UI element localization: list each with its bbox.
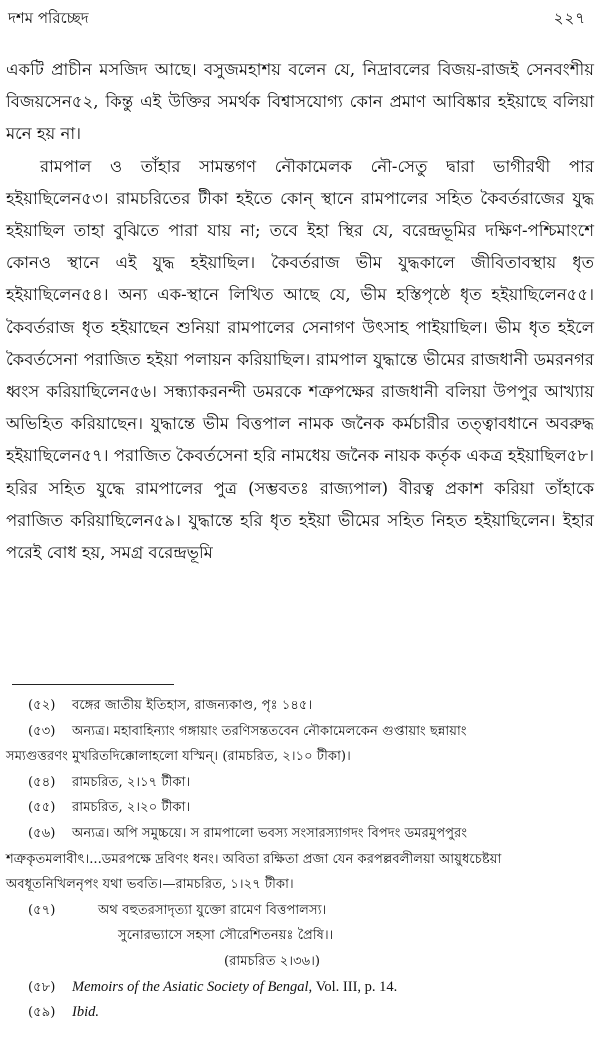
footnote-text: অন্যত্র। অপি সমুচ্চয়ে। স রামপালো ভবস্য সংসারস্যাগদং বিপদং ডমরমুপপুরং (72, 825, 468, 841)
footnote-59 (6, 1000, 592, 1026)
citation-title: Memoirs of the Asiatic Society of Bengal, (72, 978, 313, 995)
citation-volume: Vol. III, p. 14. (315, 978, 398, 995)
footnote-number: (৫৮) (28, 979, 56, 995)
running-header (8, 6, 586, 32)
verse-source: (রামচরিত ২।৩৬।) (224, 953, 321, 969)
footnote-citation (72, 975, 592, 1001)
main-text (6, 54, 594, 569)
footnote-number: (৫৯) (28, 1005, 56, 1021)
footnote-number: (৫৭) (28, 902, 56, 918)
page-number: ২২৭ (553, 8, 586, 27)
paragraph: রামপাল ও তাঁহার সামন্তগণ নৌকামেলক নৌ-সেতু দ্বারা ভাগীরথী পার হইয়াছিলেন৫৩। রামচরিতের টীকা হইতে কোন্ স্থানে রামপালের সহিত কৈবর্তরাজের যুদ্ধ হইয়াছিল তাহা বুঝিতে পারা যায় না; তবে ইহা স্থির যে, বরেন্দ্রভূমির দক্ষিণ-পশ্চিমাংশে কোনও স্থানে এই যুদ্ধ হইয়াছিল। কৈবর্তরাজ ভীম যুদ্ধকালে জীবিতাবস্থায় ধৃত হইয়াছিলেন৫৪। অন্য এক-স্থানে লিখিত আছে যে, ভীম হস্তিপৃষ্ঠে ধৃত হইয়াছিলেন৫৫। কৈবর্তরাজ ধৃত হইয়াছেন শুনিয়া রামপালের সেনাগণ উৎসাহ পাইয়াছিল। ভীম ধৃত হইলে কৈবর্তসেনা পরাজিত হইয়া পলায়ন করিয়াছিল। রামপাল যুদ্ধান্তে ভীমের রাজধানী ডমরনগর ধ্বংস করিয়াছিলেন৫৬। সন্ধ্যাকরনন্দী ডমরকে শত্রুপক্ষের রাজধানী বলিয়া উপপুর আখ্যায় অভিহিত করিয়াছেন। যুদ্ধান্তে ভীম বিত্তপাল নামক জনৈক কর্মচারীর তত্ত্বাবধানে অবরুদ্ধ হইয়াছিলেন৫৭। পরাজিত কৈবর্তসেনা হরি নামধেয় জনৈক নায়ক কর্তৃক একত্র হইয়াছিল৫৮। হরির সহিত যুদ্ধে রামপালের পুত্র (সম্ভবতঃ রাজ্যপাল) বীরত্ব প্রকাশ করিয়া তাঁহাকে পরাজিত করিয়াছিলেন৫৯। যুদ্ধান্তে হরি ধৃত হইয়া ভীমের সহিত নিহত হইয়াছিলেন। ইহার পরেই বোধ হয়, সমগ্র বরেন্দ্রভূমি (6, 156, 594, 563)
footnote-57 (6, 898, 592, 924)
footnote-text: রামচরিত, ২।২০ টীকা। (72, 800, 191, 816)
footnote-number: (৫৫) (28, 800, 56, 816)
footnote-continuation: সম্যগুত্তরণং মুখরিতদিক্কোলাহলো যস্মিন্‌। (রামচরিত, ২।১০ টীকা)। (6, 749, 351, 765)
footnote-53 (6, 719, 592, 745)
footnote-number: (৫৩) (28, 723, 56, 739)
footnotes (6, 693, 592, 1026)
footnote-continuation: অবধূতনিখিলনৃপং যথা ভবতি।—রামচরিত, ১।২৭ টীকা। (6, 877, 294, 893)
footnote-number: (৫৪) (28, 774, 56, 790)
footnote-52 (6, 693, 592, 719)
footnote-number: (৫৬) (28, 825, 56, 841)
verse-line: অথ বহুতরসাদৃত্যা যুক্তো রামেণ বিত্তপালস্য। (98, 902, 327, 918)
paragraph: একটি প্রাচীন মসজিদ আছে। বসুজমহাশয় বলেন যে, নিদ্রাবলের বিজয়-রাজই সেনবংশীয় বিজয়সেন৫২, কিন্তু এই উক্তির সমর্থক বিশ্বাসযোগ্য কোন প্রমাণ আবিষ্কার হইয়াছে বলিয়া মনে হয় না। (6, 60, 594, 144)
footnote-citation: Ibid. (72, 1004, 99, 1021)
footnote-number: (৫২) (28, 698, 56, 713)
verse-line: সুনোরভ্যাসে সহসা সৌরেশিতনয়ঃ প্রৈষি।। (118, 928, 334, 944)
footnote-text: রামচরিত, ২।১৭ টীকা। (72, 774, 191, 790)
footnote-divider (12, 684, 174, 685)
footnote-54 (6, 770, 592, 796)
footnote-text: বঙ্গের জাতীয় ইতিহাস, রাজন্যকাণ্ড, পৃঃ ১৪৫। (72, 698, 313, 713)
footnote-55 (6, 795, 592, 821)
chapter-title: দশম পরিচ্ছেদ (8, 8, 89, 27)
footnote-continuation: শত্রুকৃতমলাবীৎ।...ডমরপক্ষে দ্রবিণং ধনং। অবিতা রক্ষিতা প্রজা যেন করপল্লবলীলয়া আয়ুধচেষ্টয়া (6, 851, 502, 867)
footnote-56 (6, 821, 592, 847)
footnote-58 (6, 975, 592, 1001)
footnote-text: অন্যত্র। মহাবাহিন্যাং গঙ্গায়াং তরণিসন্ততবেন নৌকামেলকেন গুপ্তায়াং ছন্নায়াং (72, 723, 467, 739)
